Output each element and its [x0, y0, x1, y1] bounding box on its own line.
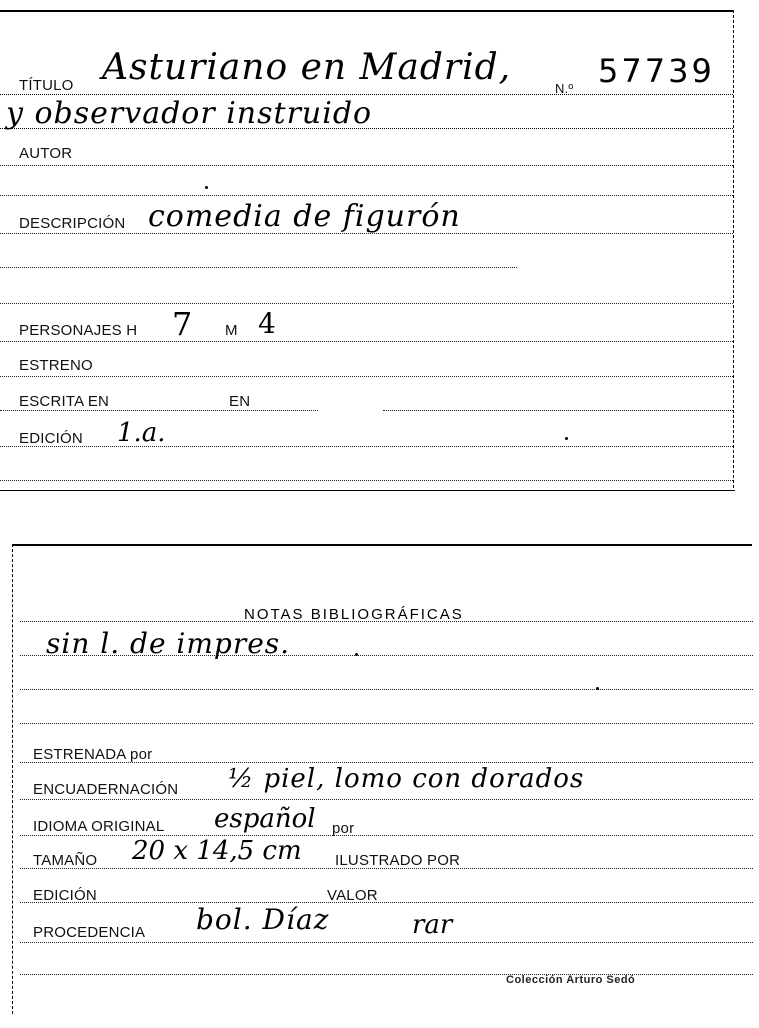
bibliographic-notes-heading: NOTAS BIBLIOGRÁFICAS	[244, 606, 464, 623]
edition-line	[0, 446, 733, 447]
number-label: N.º	[555, 81, 574, 96]
premiere-label: ESTRENO	[19, 357, 93, 374]
notes-line-2	[20, 689, 753, 690]
title-continuation: y observador instruido	[6, 96, 373, 131]
value-label: VALOR	[327, 887, 378, 904]
premiered-by-label: ESTRENADA por	[33, 746, 153, 763]
characters-women-label: M	[225, 322, 238, 339]
title-cont-line	[0, 128, 733, 129]
binding-line	[20, 799, 753, 800]
edition-handwritten: 1.a.	[117, 418, 166, 448]
catalog-card-front	[0, 0, 742, 492]
card-right-edge	[733, 10, 734, 488]
notes-line-1	[20, 655, 753, 656]
provenance-extra: rar	[412, 910, 453, 940]
title-handwritten: Asturiano en Madrid,	[102, 47, 512, 88]
illustrated-by-label: ILUSTRADO POR	[335, 852, 461, 869]
premiered-by-line	[20, 762, 753, 763]
binding-handwritten: ½ piel, lomo con dorados	[228, 764, 585, 794]
ink-speck	[205, 186, 208, 189]
edition-label: EDICIÓN	[33, 887, 97, 904]
blank-line-2	[0, 267, 517, 268]
size-handwritten: 20 x 14,5 cm	[132, 836, 302, 866]
written-line-2	[383, 410, 733, 411]
heading-line	[20, 621, 753, 622]
edition-label: EDICIÓN	[19, 430, 83, 447]
footer-line	[20, 974, 753, 975]
size-label: TAMAÑO	[33, 852, 98, 869]
author-line	[0, 165, 733, 166]
written-line-1	[0, 410, 318, 411]
characters-line	[0, 341, 733, 342]
language-por-label: por	[332, 820, 355, 837]
ink-speck	[565, 437, 568, 440]
premiere-line	[0, 376, 733, 377]
written-en-label: EN	[229, 393, 251, 410]
binding-label: ENCUADERNACIÓN	[33, 781, 179, 798]
title-label: TÍTULO	[19, 77, 74, 94]
card-top-edge	[12, 544, 752, 546]
notes-line-3	[20, 723, 753, 724]
catalog-number: 57739	[598, 52, 715, 90]
language-handwritten: español	[214, 804, 316, 834]
catalog-card-back	[0, 540, 759, 1028]
characters-label: PERSONAJES H	[19, 322, 138, 339]
description-line	[0, 233, 733, 234]
provenance-handwritten: bol. Díaz	[196, 903, 330, 936]
ink-speck	[355, 653, 358, 656]
characters-men-count: 7	[172, 305, 193, 343]
language-line	[20, 835, 753, 836]
card-bottom-edge	[0, 490, 735, 491]
collection-stamp: Colección Arturo Sedó	[506, 974, 636, 986]
author-label: AUTOR	[19, 145, 73, 162]
ink-speck	[596, 687, 599, 690]
description-label: DESCRIPCIÓN	[19, 215, 126, 232]
notes-handwritten: sin l. de impres.	[46, 627, 291, 660]
written-label: ESCRITA EN	[19, 393, 110, 410]
blank-line-4	[0, 480, 733, 481]
characters-women-count: 4	[258, 307, 276, 340]
provenance-line	[20, 942, 753, 943]
description-handwritten: comedia de figurón	[148, 199, 461, 234]
size-line	[20, 868, 753, 869]
provenance-label: PROCEDENCIA	[33, 924, 146, 941]
card-left-edge	[12, 544, 13, 1014]
card-top-edge	[0, 10, 733, 12]
edition-value-line	[20, 902, 753, 903]
title-line	[0, 94, 733, 95]
blank-line-3	[0, 303, 733, 304]
blank-line-1	[0, 195, 733, 196]
language-label: IDIOMA ORIGINAL	[33, 818, 165, 835]
